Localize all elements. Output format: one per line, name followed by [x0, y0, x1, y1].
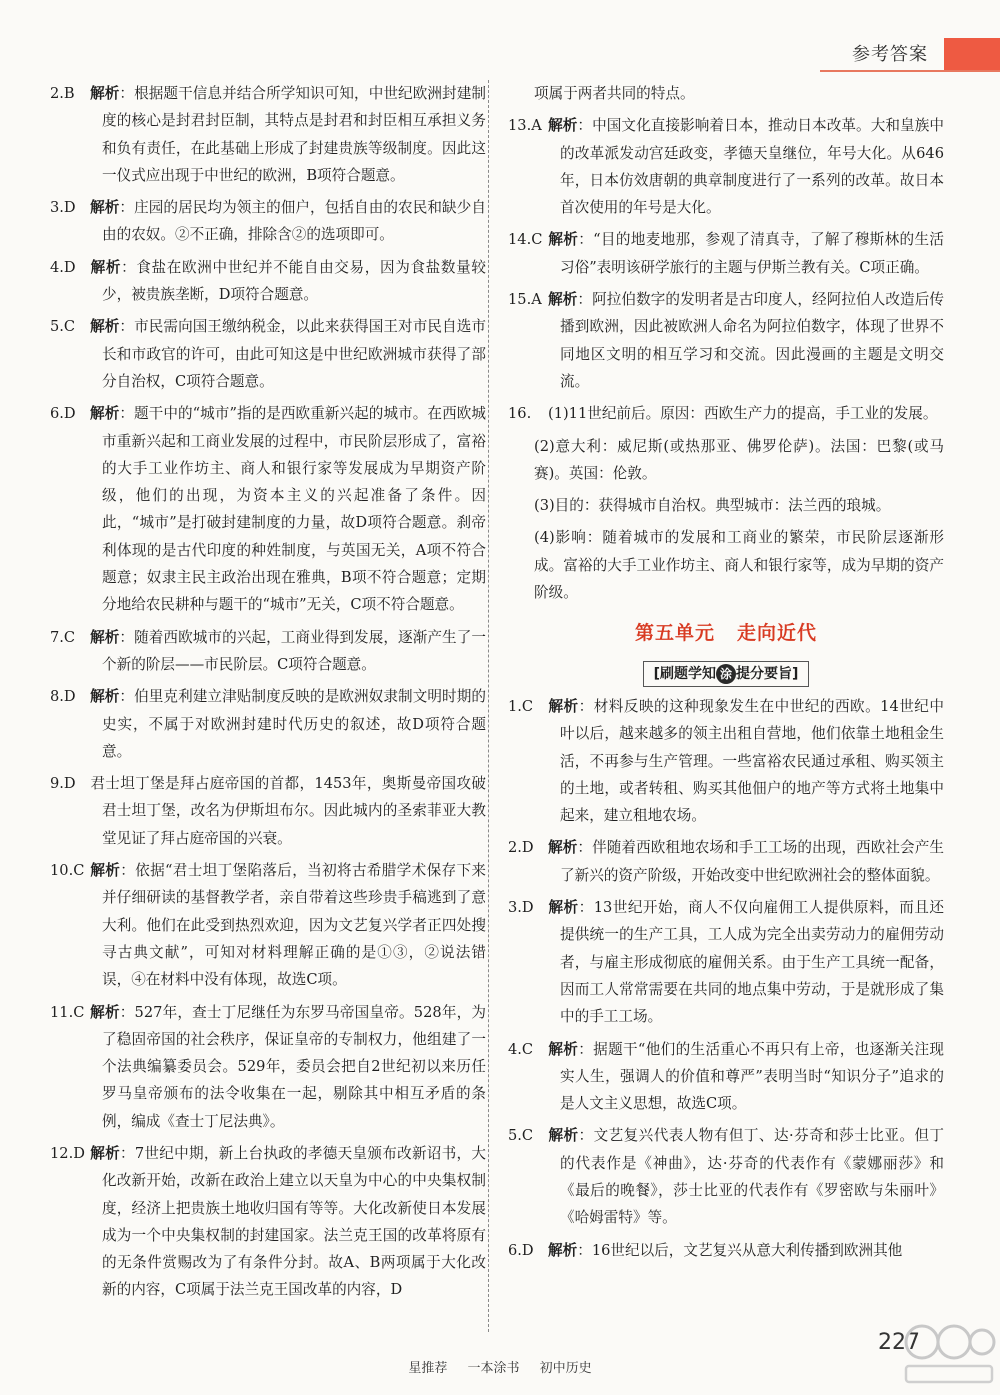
answer-number: 9.D	[50, 775, 76, 793]
answer-number: 4.C	[508, 1040, 534, 1058]
analysis-label: 解析	[90, 199, 120, 217]
answer-entry	[50, 254, 486, 309]
continuation-text: 项属于两者共同的特点。	[534, 85, 695, 102]
label-separator: ：	[577, 839, 593, 857]
answer-number: 15.A	[508, 291, 542, 309]
answer-entry	[508, 226, 944, 281]
right-top-entries	[508, 112, 944, 427]
q16-part: (2)意大利：威尼斯(或热那亚、佛罗伦萨)。法国：巴黎(或马赛)。英国：伦敦。	[534, 437, 944, 482]
answer-entry	[50, 1140, 486, 1304]
answer-number: 2.D	[508, 839, 534, 857]
answer-number: 16.	[508, 405, 532, 423]
answer-text: 伯里克利建立津贴制度反映的是欧洲奴隶制文明时期的史实，不属于对欧洲封建时代历史的叙述，故D项符合题意。	[102, 688, 486, 760]
answer-number: 5.C	[508, 1127, 534, 1145]
answer-text: 随着西欧城市的兴起，工商业得到发展，逐渐产生了一个新的阶层——市民阶层。C项符合题意。	[102, 628, 486, 673]
answer-entry	[508, 286, 944, 395]
label-separator: ：	[120, 862, 136, 880]
answer-text: 材料反映的这种现象发生在中世纪的西欧。14世纪中叶以后，越来越多的领主出租自营地，他们依靠土地租金生活，不再参与生产管理。一些富裕农民通过承租、购买领主的土地，或者转租、购买其他佃户的地产等方式将土地集中起来，建立租地农场。	[560, 697, 944, 825]
q16-parts	[508, 433, 944, 607]
answer-text: 中国文化直接影响着日本，推动日本改革。大和皇族中的改革派发动宫廷政变，孝德天皇继位，年号大化。从646年，日本仿效唐朝的典章制度进行了一系列的改革。故日本首次使用的年号是大化。	[560, 117, 944, 217]
unit-title	[508, 620, 944, 647]
answer-text: 16世纪以后，文艺复兴从意大利传播到欧洲其他	[591, 1241, 903, 1259]
q16-part: (4)影响：随着城市的发展和工商业的繁荣，市民阶层逐渐形成。富裕的大手工业作坊主、商人和银行家等，成为早期的资产阶级。	[534, 529, 944, 602]
answer-number: 1.C	[508, 697, 534, 715]
label-separator: ：	[119, 85, 135, 102]
label-separator: ：	[578, 697, 594, 715]
answer-text: 阿拉伯数字的发明者是古印度人，经阿拉伯人改造后传播到欧洲，因此被欧洲人命名为阿拉伯数字，体现了世界不同地区文明的相互学习和交流。因此漫画的主题是文明交流。	[560, 291, 944, 390]
watermark-logo-icon	[900, 1318, 996, 1388]
banner-circle-icon: 涂	[716, 664, 736, 684]
answer-number: 6.D	[508, 1241, 534, 1259]
answer-entry	[50, 194, 486, 249]
answer-text: 依据“君士坦丁堡陷落后，当初将古希腊学术保存下来并仔细研读的基督教学者，亲自带着这些珍贵手稿逃到了意大利。他们在此受到热烈欢迎，因为文艺复兴学者正四处搜寻古典文献”，可知对材料理解正确的是①③，②说法错误，④在材料中没有体现，故选C项。	[102, 862, 486, 989]
label-separator: ：	[578, 899, 594, 917]
label-separator: ：	[119, 405, 135, 423]
analysis-label: 解析	[90, 405, 120, 423]
analysis-label: 解析	[548, 1040, 579, 1058]
unit-title-number: 第五单元	[634, 622, 715, 645]
answer-number: 2.B	[50, 85, 75, 102]
label-separator: ：	[120, 1144, 135, 1162]
answer-text: 文艺复兴代表人物有但丁、达·芬奇和莎士比亚。但丁的代表作是《神曲》，达·芬奇的代表作有《蒙娜丽莎》和《最后的晚餐》，莎士比亚的代表作有《罗密欧与朱丽叶》《哈姆雷特》等。	[560, 1127, 944, 1227]
label-separator: ：	[578, 1127, 594, 1145]
banner-right: 提分要旨]	[736, 665, 799, 682]
answer-entry	[50, 770, 486, 852]
label-separator: ：	[119, 318, 135, 336]
footer-series: 一本涂书	[467, 1361, 520, 1376]
analysis-label: 解析	[548, 231, 579, 249]
analysis-label: 解析	[90, 318, 120, 336]
answer-entry	[50, 999, 486, 1135]
answer-text: 题干中的“城市”指的是西欧重新兴起的城市。在西欧城市重新兴起和工商业发展的过程中，市民阶层形成了，富裕的大手工业作坊主、商人和银行家等发展成为早期资产阶级，他们的出现，为资本主义的兴起准备了条件。因此，“城市”是打破封建制度的力量，故D项符合题意。刹帝利体现的是古代印度的种姓制度，与英国无关，A项不符合题意；奴隶主民主政治出现在雅典，B项不符合题意；定期分地给农民耕种与题干的“城市”无关，C项不符合题意。	[102, 405, 486, 614]
right-bottom-entries	[508, 693, 944, 1264]
analysis-label: 解析	[90, 258, 122, 276]
header-rule	[820, 70, 1000, 72]
answer-entry	[508, 693, 944, 829]
answer-entry	[508, 1122, 944, 1231]
answer-number: 13.A	[508, 117, 542, 135]
label-separator: ：	[577, 117, 593, 135]
answer-entry	[50, 80, 486, 189]
header-title: 参考答案	[852, 44, 928, 65]
section-banner	[643, 661, 810, 687]
answer-number: 10.C	[50, 862, 85, 880]
footer-subject: 初中历史	[539, 1361, 592, 1376]
answer-text: 市民需向国王缴纳税金，以此来获得国王对市民自选市长和市政官的许可，由此可知这是中世纪欧洲城市获得了部分自治权，C项符合题意。	[102, 318, 486, 390]
label-separator: ：	[119, 1003, 135, 1021]
label-separator: ：	[577, 291, 593, 309]
analysis-label: 解析	[548, 291, 578, 309]
answer-text: 伴随着西欧租地农场和手工工场的出现，西欧社会产生了新兴的资产阶级，开始改变中世纪欧洲社会的整体面貌。	[560, 839, 944, 884]
analysis-label: 解析	[90, 1003, 120, 1021]
answer-number: 8.D	[50, 688, 76, 706]
analysis-label: 解析	[90, 688, 120, 706]
answer-entry	[50, 313, 486, 395]
answer-entry	[508, 834, 944, 889]
answer-text: 据题干“他们的生活重心不再只有上帝，也逐渐关注现实人生，强调人的价值和尊严”表明当时“知识分子”追求的是人文主义思想，故选C项。	[560, 1040, 944, 1113]
answer-text: (1)11世纪前后。原因：西欧生产力的提高，手工业的发展。	[548, 405, 938, 423]
analysis-label: 解析	[90, 1144, 120, 1162]
label-separator: ：	[577, 1241, 592, 1259]
analysis-label: 解析	[548, 1127, 579, 1145]
unit-title-name: 走向近代	[737, 622, 818, 645]
answer-number: 4.D	[50, 258, 76, 276]
answer-entry	[50, 624, 486, 679]
answer-text: 7世纪中期，新上台执政的孝德天皇颁布改新诏书，大化改新开始，改新在政治上建立以天皇为中心的中央集权制度，经济上把贵族土地收归国有等等。大化改新使日本发展成为一个中央集权制的封建国家。法兰克王国的改革将原有的无条件赏赐改为了有条件分封。故A、B两项属于大化改新的内容，C项属于法兰克王国改革的内容，D	[102, 1144, 486, 1299]
answer-text: 根据题干信息并结合所学知识可知，中世纪欧洲封建制度的核心是封君封臣制，其特点是封君和封臣相互承担义务和负有责任，在此基础上形成了封建贵族等级制度。因此这一仪式应出现于中世纪的欧洲，B项符合题意。	[102, 85, 486, 184]
label-separator: ：	[119, 628, 135, 646]
analysis-label: 解析	[548, 1241, 578, 1259]
answer-text: 庄园的居民均为领主的佃户，包括自由的农民和缺少自由的农奴。②不正确，排除含②的选项即可。	[102, 199, 486, 244]
analysis-label: 解析	[548, 899, 579, 917]
answer-text: “目的地麦地那，参观了清真寺，了解了穆斯林的生活习俗”表明该研学旅行的主题与伊斯兰教有关。C项正确。	[560, 231, 944, 276]
answer-number: 12.D	[50, 1144, 85, 1162]
page-number: 227	[878, 1330, 920, 1355]
analysis-label: 解析	[90, 628, 120, 646]
analysis-label: 解析	[90, 862, 121, 880]
answer-entry	[508, 894, 944, 1030]
column-divider	[488, 80, 489, 1332]
right-column	[508, 80, 944, 1269]
answer-number: 6.D	[50, 405, 76, 423]
label-separator: ：	[119, 199, 135, 217]
answer-text: 食盐在欧洲中世纪并不能自由交易，因为食盐数量较少，被贵族垄断，D项符合题意。	[102, 258, 486, 304]
analysis-label: 解析	[90, 85, 120, 102]
answer-number: 11.C	[50, 1003, 85, 1021]
left-column	[50, 80, 486, 1309]
page-footer	[0, 1357, 1000, 1376]
banner-left: [刷题学知	[653, 665, 716, 682]
answer-entry	[508, 1237, 944, 1264]
answer-text: 君士坦丁堡是拜占庭帝国的首都，1453年，奥斯曼帝国攻破君士坦丁堡，改名为伊斯坦布尔。因此城内的圣索菲亚大教堂见证了拜占庭帝国的兴衰。	[90, 775, 486, 847]
page-header	[0, 0, 1000, 70]
answer-number: 5.C	[50, 318, 76, 336]
answer-entry	[508, 400, 944, 427]
label-separator: ：	[578, 231, 594, 249]
answer-number: 3.D	[50, 199, 76, 217]
answer-entry	[50, 857, 486, 993]
answer-number: 3.D	[508, 899, 534, 917]
q16-part: (3)目的：获得城市自治权。典型城市：法兰西的琅城。	[534, 497, 891, 515]
header-color-tab	[944, 38, 1000, 70]
label-separator: ：	[578, 1040, 594, 1058]
answer-entry	[508, 1036, 944, 1118]
answer-entry	[508, 112, 944, 221]
answer-entry	[50, 683, 486, 765]
label-separator: ：	[119, 688, 135, 706]
answer-number: 7.C	[50, 628, 76, 646]
answer-number: 14.C	[508, 231, 543, 249]
answer-text: 13世纪开始，商人不仅向雇佣工人提供原料，而且还提供统一的生产工具，工人成为完全出卖劳动力的雇佣劳动者，与雇主形成彻底的雇佣关系。由于生产工具统一配备，因而工人常常需要在共同的地点集中劳动，于是就形成了集中的手工工场。	[560, 899, 944, 1026]
analysis-label: 解析	[548, 117, 578, 135]
footer-brand: 星推荐	[408, 1361, 448, 1376]
label-separator: ：	[121, 258, 137, 276]
analysis-label: 解析	[548, 839, 578, 857]
analysis-label: 解析	[548, 697, 579, 715]
answer-entry	[50, 400, 486, 618]
answer-text: 527年，查士丁尼继任为东罗马帝国皇帝。528年，为了稳固帝国的社会秩序，保证皇帝的专制权力，他组建了一个法典编纂委员会。529年，委员会把自2世纪初以来历任罗马皇帝颁布的法令收集在一起，剔除其中相互矛盾的条例，编成《查士丁尼法典》。	[102, 1003, 486, 1130]
